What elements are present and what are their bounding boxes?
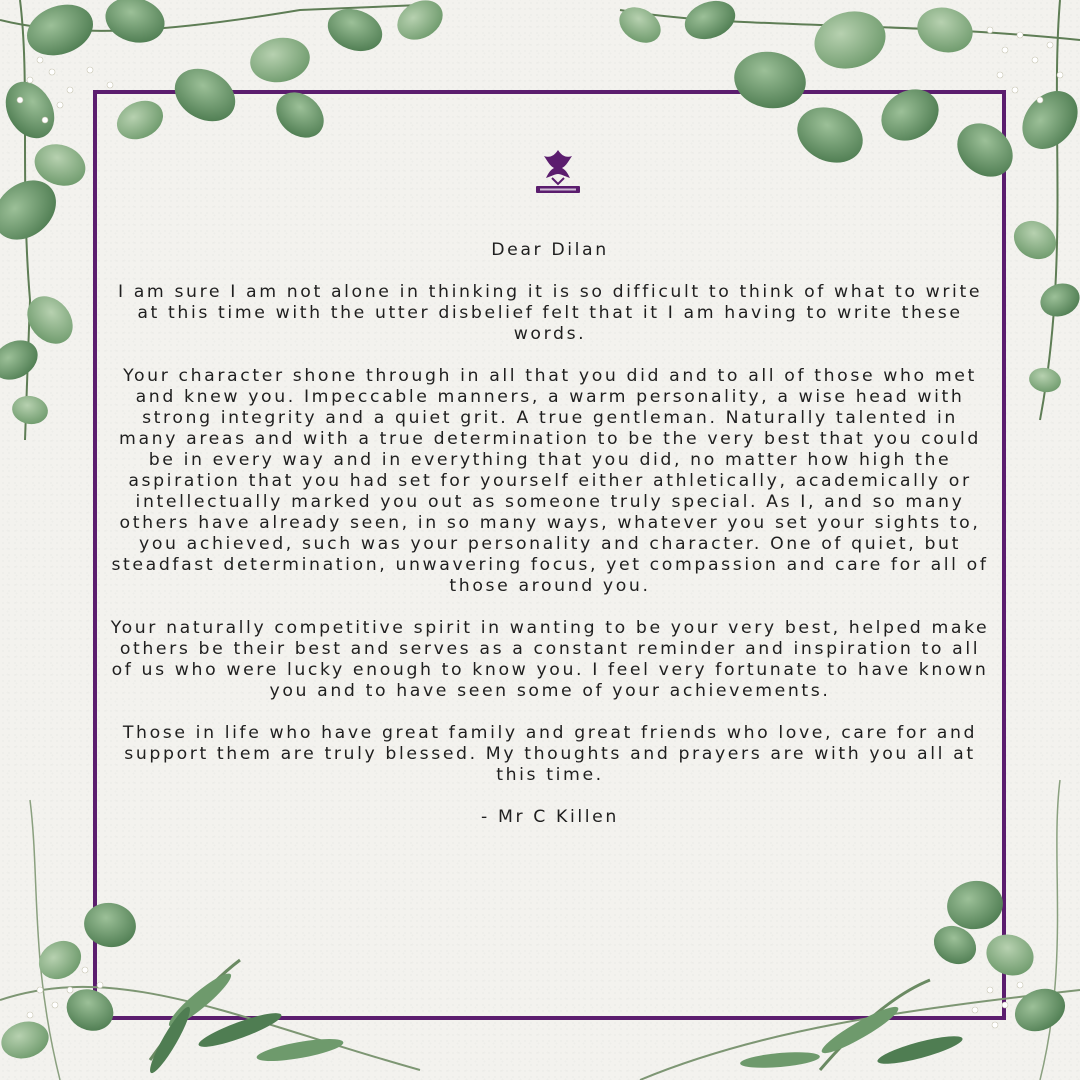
phoenix-crest-icon [532,144,584,196]
letter-paragraph: I am sure I am not alone in thinking it is so difficult to think of what to write at this time with the utter disbelief felt that it I am having to write these words. [117,282,983,344]
condolence-letter [110,240,990,849]
letter-signature: - Mr C Killen [481,807,619,827]
letter-greeting: Dear Dilan [491,240,609,260]
letter-paragraph: Those in life who have great family and great friends who love, care for and support them are truly blessed. My thoughts and prayers are with you all at this time. [122,723,978,785]
letter-paragraph: Your naturally competitive spirit in wanting to be your very best, helped make others be their best and serves as a constant reminder and inspiration to all of us who were lucky enough to know you. I feel very fortunate to have known you and to have seen some of your achievements. [110,618,990,701]
letter-paragraph: Your character shone through in all that you did and to all of those who met and knew you. Impeccable manners, a warm personality, a wise head with strong integrity and a quiet grit. A true gentleman. Naturally talented in many areas and with a true determination to be the very best that you could be in every way and in everything that you did, no matter how high the aspiration that you had set for yourself either athletically, academically or intellectually marked you out as someone truly special. As I, and so many others have already seen, in so many ways, whatever you set your sights to, you achieved, such was your personality and character. One of quiet, but steadfast determination, unwavering focus, yet compassion and care for all of those around you. [111,366,989,596]
